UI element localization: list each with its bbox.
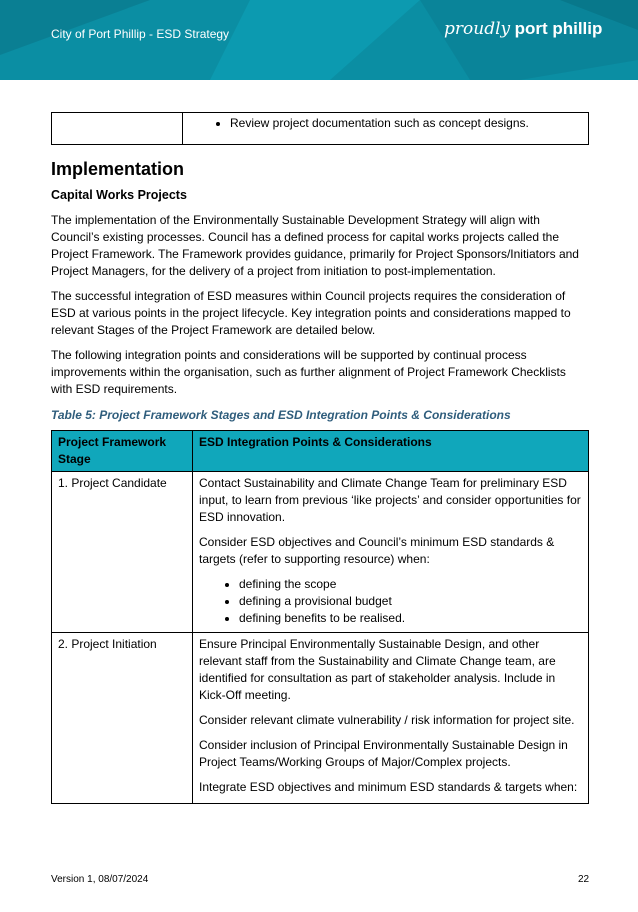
- cell-paragraph: Consider inclusion of Principal Environmentally Sustainable Design in Project Teams/Working Groups of Major/Complex projects.: [199, 738, 568, 769]
- cell-paragraph: Integrate ESD objectives and minimum ESD standards & targets when:: [199, 780, 578, 794]
- table-row: [52, 113, 589, 145]
- port-phillip-logo: [444, 19, 602, 39]
- section-heading: Implementation: [51, 159, 185, 179]
- list-item: • defining benefits to be realised.: [239, 610, 582, 627]
- cell-paragraph: Consider ESD objectives and Council’s minimum ESD standards & targets (refer to supporting resource) when:: [199, 535, 555, 566]
- stage-cell: 2. Project Initiation: [52, 633, 193, 804]
- column-header-integration: ESD Integration Points & Considerations: [193, 431, 589, 472]
- cell-paragraph: Contact Sustainability and Climate Change Team for preliminary ESD input, to learn from previous ‘like projects’ and consider opportunities for ESD innovation.: [199, 476, 581, 524]
- document-title: City of Port Phillip - ESD Strategy: [51, 27, 230, 41]
- column-header-stage: Project Framework Stage: [52, 431, 193, 472]
- list-item: • defining the scope: [239, 576, 582, 593]
- list-item: • defining a provisional budget: [239, 593, 582, 610]
- footer-version: Version 1, 08/07/2024: [51, 874, 149, 885]
- table-row: [52, 472, 589, 633]
- logo-bold-text: port phillip: [514, 19, 603, 38]
- logo-script-text: proudly: [444, 19, 511, 39]
- stage-cell: 1. Project Candidate: [52, 472, 193, 633]
- esd-integration-table: [51, 430, 589, 804]
- table-caption: Table 5: Project Framework Stages and ESD Integration Points & Considerations: [51, 408, 511, 422]
- section-subheading: Capital Works Projects: [51, 188, 187, 202]
- header-banner: [0, 0, 638, 80]
- list-item: • Review project documentation such as concept designs.: [230, 115, 588, 132]
- paragraph: The implementation of the Environmentally Sustainable Development Strategy will align with Council’s existing processes. Council has a defined process for capital works projects called the Project Framework. The Framework provides guidance, primarily for Project Sponsors/Initiators and Project Managers, for the delivery of a project from initiation to post-implementation.: [51, 213, 579, 278]
- cell-paragraph: Consider relevant climate vulnerability / risk information for project site.: [199, 713, 575, 727]
- table-header-row: [52, 431, 589, 472]
- table-row: [52, 633, 589, 804]
- continued-table: [51, 112, 589, 145]
- page-number: 22: [578, 874, 590, 885]
- paragraph: The following integration points and considerations will be supported by continual process improvements within the organisation, such as further alignment of Project Framework Checklists with ESD requirements.: [51, 348, 566, 396]
- page-content: [51, 112, 589, 804]
- cell-paragraph: Ensure Principal Environmentally Sustainable Design, and other relevant staff from the Sustainability and Climate Change team, are identified for consultation as part of stakeholder analysis. Include in Kick-Off meeting.: [199, 637, 556, 702]
- paragraph: The successful integration of ESD measures within Council projects requires the consideration of ESD at various points in the project lifecycle. Key integration points and considerations mapped to relevant Stages of the Project Framework are detailed below.: [51, 289, 571, 337]
- table-cell-empty: [52, 113, 183, 145]
